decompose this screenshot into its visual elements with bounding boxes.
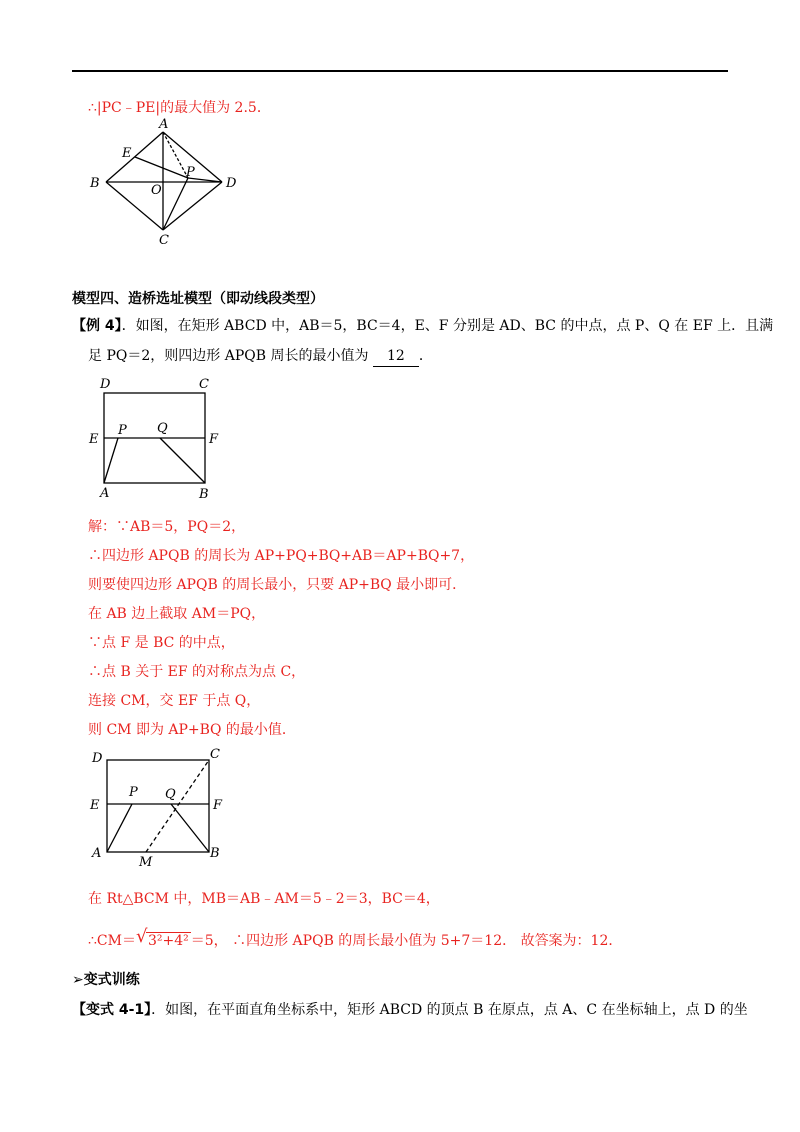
example-text-2-suffix: ． [418,348,433,364]
label-Q: Q [157,421,168,436]
label-E: E [90,798,100,813]
variant-tag: 【变式 4-1】 [72,1002,152,1018]
calc-prefix: ∴CM＝ [88,933,136,949]
example-text-1: ．如图，在矩形 ABCD 中，AB＝5，BC＝4，E、F 分别是 AD、BC 的中点，点 P、Q 在 EF 上．且满 [121,318,774,334]
solution-line-6: ∴点 B 关于 EF 的对称点为点 C， [88,664,306,680]
sqrt-expression: √ 3²+4² [135,926,189,949]
calc-line-1: 在 Rt△BCM 中，MB＝AB﹣AM＝5﹣2＝3，BC＝4， [88,891,440,907]
answer-blank: 12 [373,346,419,367]
label-C: C [210,747,220,762]
variant-header: ➢变式训练 [72,972,140,988]
variant-line [72,1000,748,1020]
solution-line-8: 则 CM 即为 AP+BQ 的最小值． [88,722,296,738]
label-P: P [129,785,138,800]
solution-line-3: 则要使四边形 APQB 的周长最小，只要 AP+BQ 最小即可． [88,577,467,593]
label-C: C [199,377,209,392]
figure-rectangle [88,376,228,501]
radicand: 3²+4² [147,933,189,949]
solution-line-4: 在 AB 边上截取 AM＝PQ， [88,606,266,622]
label-P: P [118,423,127,438]
label-A: A [92,846,102,861]
solution-line-7: 连接 CM，交 EF 于点 Q， [88,693,261,709]
solution-line-1: 解：∵AB＝5，PQ＝2， [88,519,246,535]
example-line-1 [72,316,773,336]
figure-rhombus [88,117,248,250]
label-B: B [199,487,209,502]
label-F: F [213,798,223,813]
label-E: E [89,432,99,447]
label-Q: Q [165,787,176,802]
example-line-2 [88,346,433,367]
label-A: A [100,486,110,501]
example-text-2: 足 PQ＝2，则四边形 APQB 周长的最小值为 [88,348,369,364]
label-O: O [151,183,162,198]
calc-suffix: ＝5， ∴四边形 APQB 的周长最小值为 5+7＝12． 故答案为：12． [190,933,623,949]
label-C: C [159,233,169,248]
label-D: D [92,751,103,766]
section-title: 模型四、造桥选址模型（即动线段类型） [72,291,324,307]
solution-line-2: ∴四边形 APQB 的周长为 AP+PQ+BQ+AB＝AP+BQ+7， [88,548,475,564]
label-E: E [122,146,132,161]
label-D: D [226,176,237,191]
figure-rectangle-with-m [88,746,238,871]
label-M: M [139,855,153,870]
label-F: F [209,432,219,447]
label-D: D [100,377,111,392]
prev-conclusion: ∴|PC﹣PE|的最大值为 2.5． [88,100,271,116]
label-P: P [186,165,195,180]
variant-text: ．如图，在平面直角坐标系中，矩形 ABCD 的顶点 B 在原点，点 A、C 在坐标轴上，点 D 的坐 [151,1002,748,1018]
label-A: A [159,117,169,132]
example-tag: 【例 4】 [72,318,122,334]
calc-line-2 [88,926,623,951]
solution-line-5: ∵点 F 是 BC 的中点， [88,635,235,651]
label-B: B [210,846,220,861]
label-B: B [90,176,100,191]
header-rule [72,70,728,72]
